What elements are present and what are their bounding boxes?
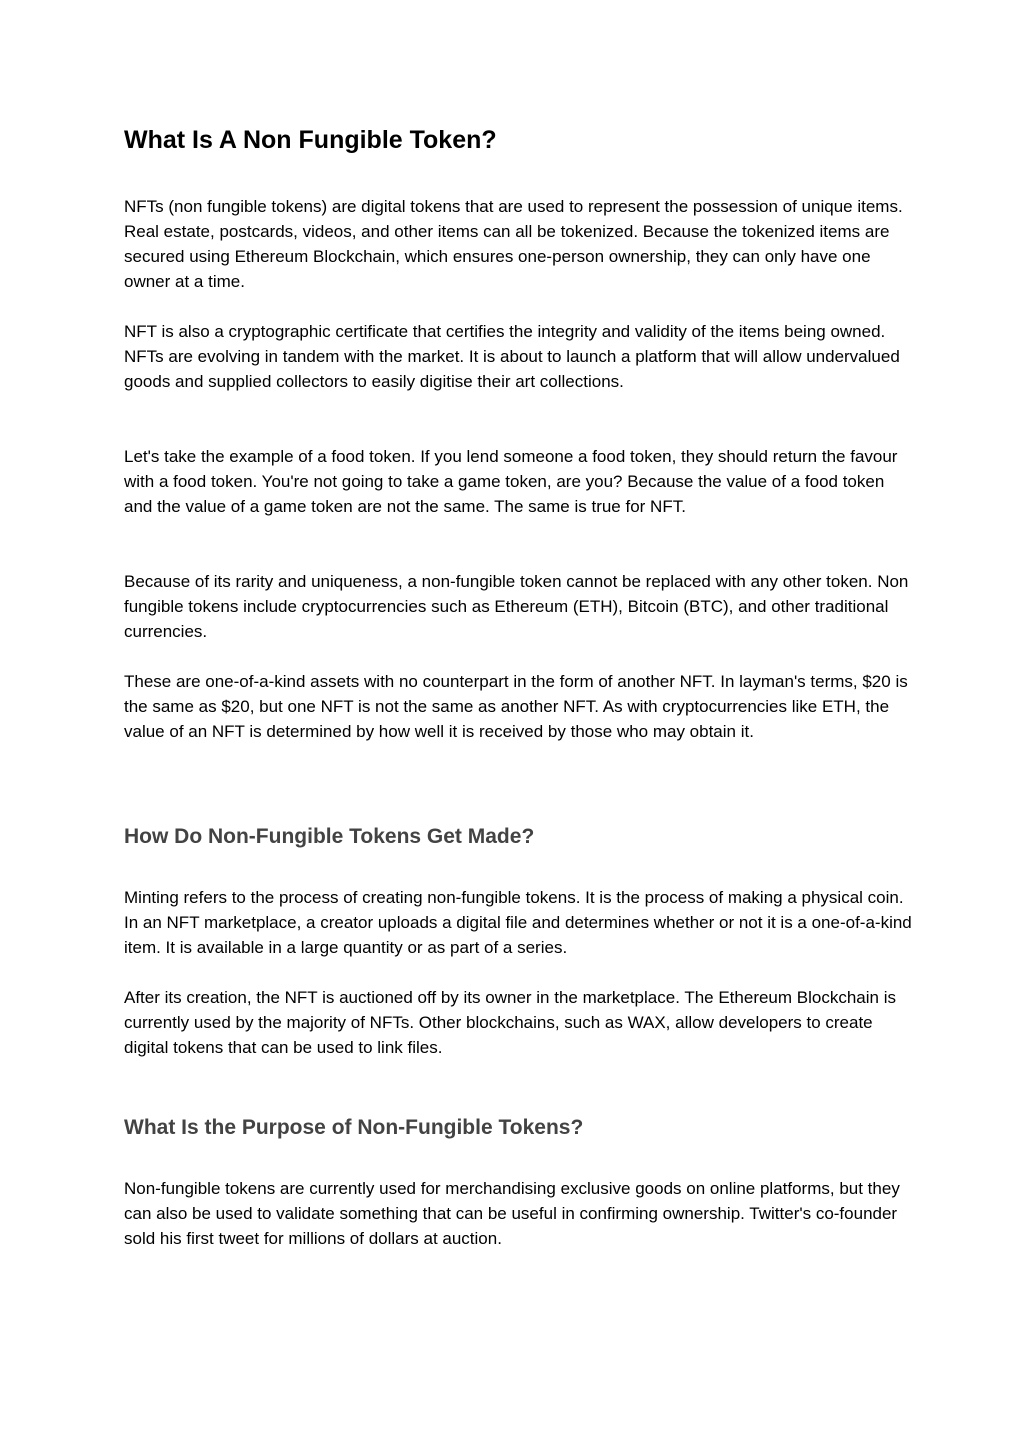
intro-paragraph-2: NFT is also a cryptographic certificate that certifies the integrity and validity of the items being owned. NFTs are evolving in tandem with the market. It is about to launch a platform that will allow undervalued goods and supplied collectors to easily digitise their art collections.	[124, 322, 900, 391]
section-heading-purpose: What Is the Purpose of Non-Fungible Tokens?	[124, 1116, 584, 1139]
page-title: What Is A Non Fungible Token?	[124, 126, 497, 154]
intro-paragraph-5: These are one-of-a-kind assets with no counterpart in the form of another NFT. In layman's terms, $20 is the same as $20, but one NFT is not the same as another NFT. As with cryptocurrencies like ETH, the value of an NFT is determined by how well it is received by those who may obtain it.	[124, 672, 908, 741]
intro-paragraph-4: Because of its rarity and uniqueness, a non-fungible token cannot be replaced with any other token. Non fungible tokens include cryptocurrencies such as Ethereum (ETH), Bitcoin (BTC), and other traditional currencies.	[124, 572, 909, 641]
minting-paragraph-1: Minting refers to the process of creating non-fungible tokens. It is the process of making a physical coin. In an NFT marketplace, a creator uploads a digital file and determines whether or not it is a one-of-a-kind item. It is available in a large quantity or as part of a series.	[124, 888, 912, 957]
minting-paragraph-2: After its creation, the NFT is auctioned off by its owner in the marketplace. The Ethereum Blockchain is currently used by the majority of NFTs. Other blockchains, such as WAX, allow developers to create digital tokens that can be used to link files.	[124, 988, 896, 1057]
intro-paragraph-3: Let's take the example of a food token. If you lend someone a food token, they should return the favour with a food token. You're not going to take a game token, are you? Because the value of a food token and the value of a game token are not the same. The same is true for NFT.	[124, 447, 898, 516]
section-heading-minting: How Do Non-Fungible Tokens Get Made?	[124, 825, 535, 848]
purpose-paragraph-1: Non-fungible tokens are currently used for merchandising exclusive goods on online platforms, but they can also be used to validate something that can be useful in confirming ownership. Twitter's co-founder sold his first tweet for millions of dollars at auction.	[124, 1179, 900, 1248]
intro-paragraph-1: NFTs (non fungible tokens) are digital tokens that are used to represent the possession of unique items. Real estate, postcards, videos, and other items can all be tokenized. Because the tokenized items are secured using Ethereum Blockchain, which ensures one-person ownership, they can only have one owner at a time.	[124, 197, 903, 291]
